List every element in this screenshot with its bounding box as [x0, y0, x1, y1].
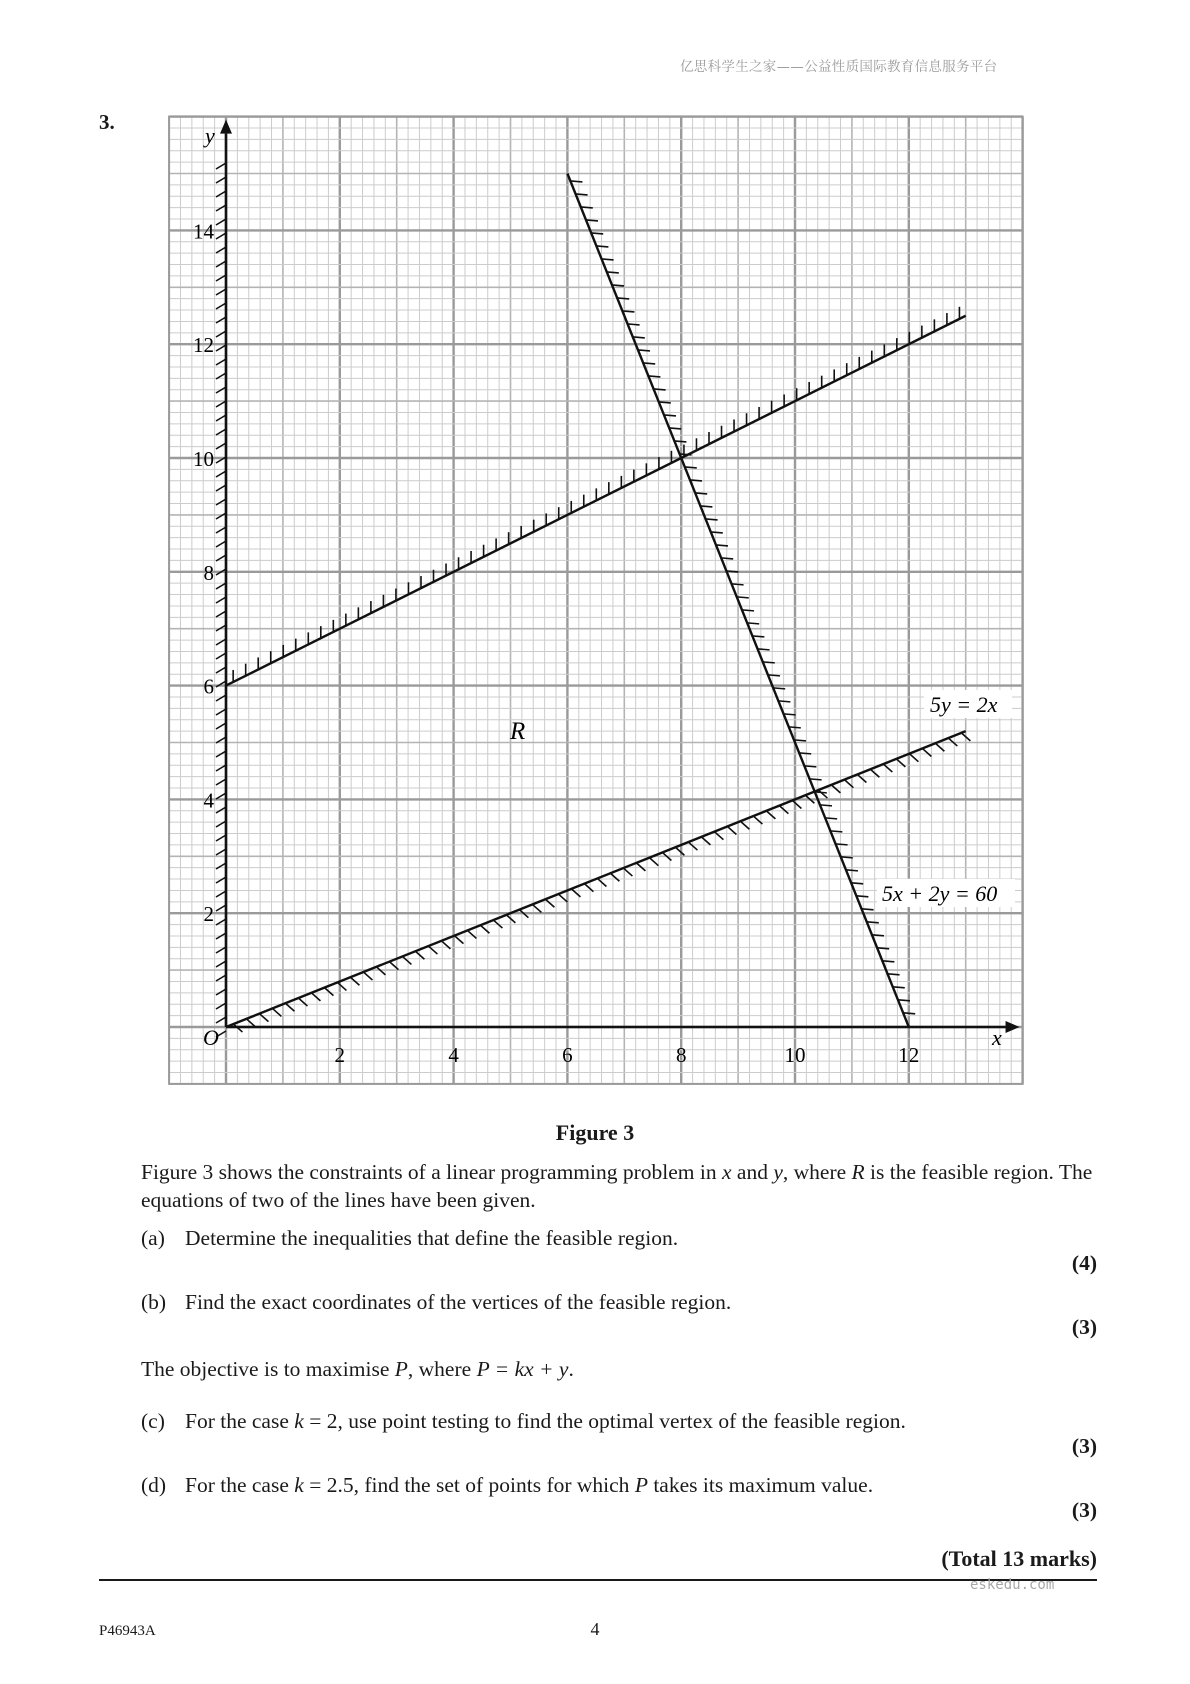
- hatch-mark: [831, 785, 840, 793]
- hatch-mark: [649, 858, 658, 866]
- hatch-mark: [558, 894, 567, 902]
- hatch-mark: [643, 363, 655, 364]
- hatch-mark: [841, 857, 853, 858]
- hatch-mark: [216, 667, 226, 673]
- hatch-mark: [690, 480, 702, 481]
- part-b-marks: (3): [1071, 1315, 1097, 1339]
- hatch-mark: [695, 493, 707, 494]
- hatch-mark: [216, 597, 226, 603]
- footer-watermark: eskedu.com: [970, 1577, 1055, 1593]
- hatch-mark: [216, 611, 226, 617]
- hatch-mark: [752, 636, 764, 637]
- hatch-mark: [789, 727, 801, 728]
- hatch-mark: [706, 519, 718, 520]
- y-tick-label: 12: [193, 333, 214, 358]
- hatch-mark: [872, 935, 884, 936]
- hatch-mark: [700, 506, 712, 507]
- hatch-mark: [216, 723, 226, 729]
- hatch-mark: [758, 649, 770, 650]
- hatch-mark: [628, 324, 640, 325]
- hatch-mark: [591, 233, 603, 234]
- part-a: (a) Determine the inequalities that define the feasible region.: [141, 1226, 679, 1250]
- x-tick-label: 2: [334, 1043, 346, 1067]
- hatch-mark: [669, 428, 681, 429]
- line-label-2: 5x + 2y = 60: [882, 881, 998, 906]
- hatch-mark: [246, 1019, 255, 1027]
- graph-grid: [169, 117, 1023, 1084]
- hatch-mark: [617, 298, 629, 299]
- paper-code: P46943A: [99, 1623, 156, 1639]
- hatch-mark: [581, 207, 593, 208]
- hatch-mark: [216, 317, 226, 323]
- hatch-mark: [216, 541, 226, 547]
- hatch-mark: [622, 311, 634, 312]
- hatch-mark: [216, 359, 226, 365]
- hatch-mark: [216, 961, 226, 967]
- hatch-mark: [570, 181, 582, 182]
- hatch-mark: [216, 835, 226, 841]
- x-tick-label: 6: [562, 1043, 573, 1067]
- hatch-mark: [846, 870, 858, 871]
- hatch-mark: [216, 443, 226, 449]
- hatch-mark: [216, 471, 226, 477]
- hatch-mark: [216, 345, 226, 351]
- hatch-mark: [216, 499, 226, 505]
- hatch-mark: [857, 774, 866, 782]
- x-tick-label: 4: [448, 1043, 459, 1067]
- hatch-mark: [602, 259, 614, 260]
- hatch-mark: [768, 675, 780, 676]
- y-tick-label: 2: [203, 902, 214, 927]
- y-tick-label: 10: [193, 447, 214, 471]
- y-axis-arrow: [220, 120, 232, 134]
- part-c-marks: (3): [1071, 1434, 1097, 1458]
- hatch-mark: [586, 220, 598, 221]
- hatch-mark: [778, 701, 790, 702]
- x-axis-arrow: [1006, 1021, 1020, 1033]
- hatch-mark: [454, 936, 463, 944]
- hatch-mark: [216, 989, 226, 995]
- hatch-mark: [216, 303, 226, 309]
- hatch-mark: [363, 972, 372, 980]
- hatch-mark: [742, 610, 754, 611]
- hatch-mark: [638, 350, 650, 351]
- hatch-mark: [648, 376, 660, 377]
- hatch-mark: [633, 337, 645, 338]
- hatch-mark: [607, 272, 619, 273]
- constraint-lines: [226, 174, 966, 1028]
- x-axis-label: x: [992, 1025, 1002, 1050]
- hatch-mark: [836, 844, 848, 845]
- bottom-rule: [99, 1579, 1097, 1581]
- y-tick-label: 8: [203, 560, 214, 585]
- hatch-mark: [909, 754, 918, 762]
- hatch-mark: [685, 467, 697, 468]
- hatch-mark: [810, 779, 822, 780]
- part-a-marks: (4): [1071, 1251, 1097, 1275]
- hatch-mark: [726, 571, 738, 572]
- hatch-mark: [311, 993, 320, 1001]
- hatch-mark: [659, 402, 671, 403]
- hatch-mark: [216, 289, 226, 295]
- x-tick-label: 10: [784, 1043, 806, 1067]
- hatch-mark: [763, 662, 775, 663]
- hatch-mark: [216, 807, 226, 813]
- hatch-mark: [804, 766, 816, 767]
- hatch-mark: [216, 177, 226, 183]
- hatch-mark: [216, 415, 226, 421]
- hatch-mark: [610, 873, 619, 881]
- intro-paragraph: Figure 3 shows the constraints of a linear programming problem in x and y, where R is the feasible region. The equations of two of the lines have been given.: [141, 1160, 1093, 1212]
- header-watermark: 亿思科学生之家——公益性质国际教育信息服务平台: [680, 59, 998, 75]
- hatch-mark: [216, 331, 226, 337]
- constraint-line-3: [226, 316, 966, 686]
- hatch-mark: [216, 709, 226, 715]
- hatch-mark: [467, 930, 476, 938]
- hatch-mark: [737, 597, 749, 598]
- hatch-mark: [576, 194, 588, 195]
- origin-label: O: [203, 1025, 219, 1050]
- hatch-mark: [922, 748, 931, 756]
- hatch-mark: [888, 974, 900, 975]
- hatch-mark: [216, 793, 226, 799]
- part-d: (d) For the case k = 2.5, find the set of points for which P takes its maximum value.: [141, 1473, 874, 1497]
- graph-labels: [203, 123, 1015, 1050]
- objective-paragraph: The objective is to maximise P, where P = kx + y.: [141, 1357, 574, 1381]
- hatch-mark: [820, 805, 832, 806]
- hatch-mark: [747, 623, 759, 624]
- hatch-mark: [898, 1000, 910, 1001]
- hatch-mark: [259, 1014, 268, 1022]
- hatch-mark: [493, 920, 502, 928]
- y-axis-label: y: [205, 123, 215, 148]
- hatch-mark: [856, 896, 868, 897]
- hatch-mark: [862, 909, 874, 910]
- y-tick-label: 6: [203, 674, 214, 699]
- hatch-mark: [216, 527, 226, 533]
- hatch-mark: [216, 877, 226, 883]
- hatch-mark: [830, 831, 842, 832]
- question-number: 3.: [99, 110, 115, 134]
- hatch-mark: [818, 790, 827, 798]
- hatch-mark: [596, 246, 608, 247]
- hatch-mark: [216, 947, 226, 953]
- hatch-mark: [216, 513, 226, 519]
- hatch-mark: [674, 441, 686, 442]
- hatch-mark: [711, 532, 723, 533]
- hatch-mark: [216, 891, 226, 897]
- hatch-mark: [766, 811, 775, 819]
- hatch-mark: [216, 219, 226, 225]
- page-number: 4: [590, 1619, 600, 1639]
- hatch-mark: [545, 899, 554, 907]
- hatch-mark: [893, 987, 905, 988]
- hatch-mark: [903, 1013, 915, 1014]
- part-d-marks: (3): [1071, 1498, 1097, 1522]
- hatch-mark: [216, 485, 226, 491]
- part-c: (c) For the case k = 2, use point testing to find the optimal vertex of the feasible region.: [141, 1409, 906, 1433]
- hatch-mark: [216, 261, 226, 267]
- hatch-mark: [216, 849, 226, 855]
- y-tick-label: 4: [203, 788, 214, 813]
- hatch-mark: [654, 389, 666, 390]
- hatch-mark: [216, 653, 226, 659]
- hatch-mark: [851, 883, 863, 884]
- grid-border: [169, 117, 1023, 1084]
- hatch-mark: [732, 584, 744, 585]
- region-label: R: [510, 718, 526, 745]
- hatch-mark: [825, 818, 837, 819]
- hatch-mark: [636, 863, 645, 871]
- x-tick-label: 12: [898, 1043, 920, 1067]
- x-tick-label: 8: [675, 1043, 687, 1067]
- hatch-mark: [402, 956, 411, 964]
- hatch-mark: [701, 837, 710, 845]
- hatch-mark: [716, 545, 728, 546]
- hatch-mark: [216, 1017, 226, 1023]
- hatch-mark: [721, 558, 733, 559]
- hatch-mark: [799, 753, 811, 754]
- hatch-mark: [867, 922, 879, 923]
- hatch-mark: [877, 948, 889, 949]
- hatch-mark: [784, 714, 796, 715]
- part-b: (b) Find the exact coordinates of the vertices of the feasible region.: [141, 1290, 732, 1314]
- hatch-mark: [216, 905, 226, 911]
- hatch-mark: [216, 779, 226, 785]
- hatch-mark: [612, 285, 624, 286]
- hatch-mark: [216, 233, 226, 239]
- constraint-shading: [216, 163, 970, 1037]
- hatch-mark: [882, 961, 894, 962]
- line-label-1: 5y = 2x: [930, 692, 998, 717]
- total-marks: (Total 13 marks): [941, 1546, 1097, 1571]
- hatch-mark: [216, 975, 226, 981]
- figure-caption: Figure 3: [555, 1120, 635, 1145]
- hatch-mark: [794, 740, 806, 741]
- hatch-mark: [324, 988, 333, 996]
- hatch-mark: [792, 800, 801, 808]
- hatch-mark: [773, 688, 785, 689]
- hatch-mark: [216, 695, 226, 701]
- y-tick-label: 14: [193, 219, 214, 244]
- hatch-mark: [216, 247, 226, 253]
- hatch-mark: [216, 163, 226, 169]
- hatch-mark: [664, 415, 676, 416]
- hatch-mark: [216, 429, 226, 435]
- hatch-mark: [216, 765, 226, 771]
- hatch-mark: [216, 583, 226, 589]
- hatch-mark: [675, 847, 684, 855]
